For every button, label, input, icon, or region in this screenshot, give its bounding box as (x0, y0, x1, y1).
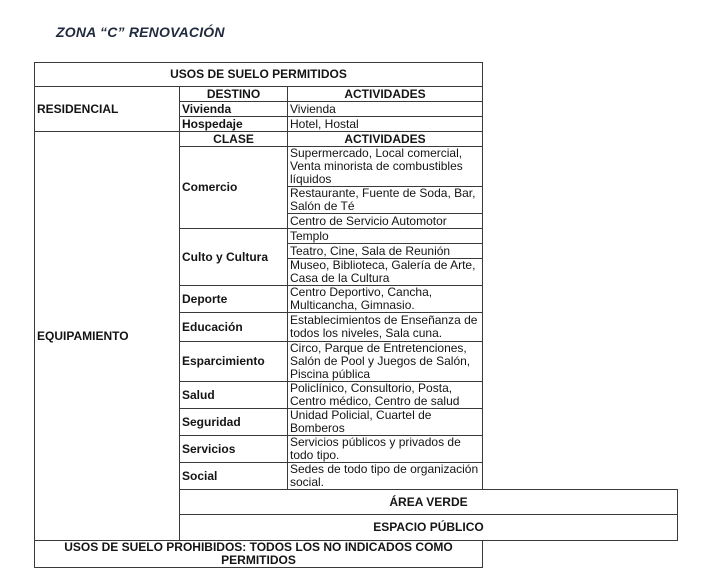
espacio-publico-row: ESPACIO PÚBLICO (180, 515, 678, 541)
actividad-cell: Teatro, Cine, Sala de Reunión (288, 244, 483, 259)
clase-servicios: Servicios (180, 436, 288, 463)
actividad-cell: Sedes de todo tipo de organización social. (288, 463, 483, 490)
clase-culto-cultura: Culto y Cultura (180, 229, 288, 286)
actividad-cell: Circo, Parque de Entretenciones, Salón de Pool y Juegos de Salón, Piscina pública (288, 342, 483, 382)
category-equipamiento: EQUIPAMIENTO (35, 132, 180, 541)
table-row (35, 87, 678, 102)
destino-cell: Vivienda (180, 102, 288, 117)
table-row (35, 541, 678, 568)
area-verde-row: ÁREA VERDE (180, 490, 678, 515)
clase-comercio: Comercio (180, 147, 288, 229)
col-header-actividades-equip: ACTIVIDADES (288, 132, 483, 147)
actividad-cell: Museo, Biblioteca, Galería de Arte, Casa de la Cultura (288, 259, 483, 286)
permitted-uses-header: USOS DE SUELO PERMITIDOS (35, 63, 483, 87)
category-residencial: RESIDENCIAL (35, 87, 180, 132)
actividad-cell: Restaurante, Fuente de Soda, Bar, Salón de Té (288, 187, 483, 214)
prohibited-uses-row: USOS DE SUELO PROHIBIDOS: TODOS LOS NO INDICADOS COMO PERMITIDOS (35, 541, 483, 568)
actividad-cell: Establecimientos de Enseñanza de todos los niveles, Sala cuna. (288, 313, 483, 342)
actividad-cell: Vivienda (288, 102, 483, 117)
table-row (35, 132, 678, 147)
clase-esparcimiento: Esparcimiento (180, 342, 288, 382)
clase-seguridad: Seguridad (180, 409, 288, 436)
actividad-cell: Centro de Servicio Automotor (288, 214, 483, 229)
actividad-cell: Centro Deportivo, Cancha, Multicancha, Gimnasio. (288, 286, 483, 313)
actividad-cell: Policlínico, Consultorio, Posta, Centro médico, Centro de salud (288, 382, 483, 409)
destino-cell: Hospedaje (180, 117, 288, 132)
clase-salud: Salud (180, 382, 288, 409)
actividad-cell: Hotel, Hostal (288, 117, 483, 132)
zone-title: ZONA “C” RENOVACIÓN (56, 24, 225, 40)
col-header-actividades: ACTIVIDADES (288, 87, 483, 102)
col-header-destino: DESTINO (180, 87, 288, 102)
clase-educacion: Educación (180, 313, 288, 342)
clase-deporte: Deporte (180, 286, 288, 313)
actividad-cell: Servicios públicos y privados de todo tipo. (288, 436, 483, 463)
col-header-clase: CLASE (180, 132, 288, 147)
actividad-cell: Supermercado, Local comercial, Venta minorista de combustibles líquidos (288, 147, 483, 187)
clase-social: Social (180, 463, 288, 490)
table-header-row (35, 63, 678, 87)
actividad-cell: Templo (288, 229, 483, 244)
actividad-cell: Unidad Policial, Cuartel de Bomberos (288, 409, 483, 436)
land-use-table (34, 62, 678, 568)
